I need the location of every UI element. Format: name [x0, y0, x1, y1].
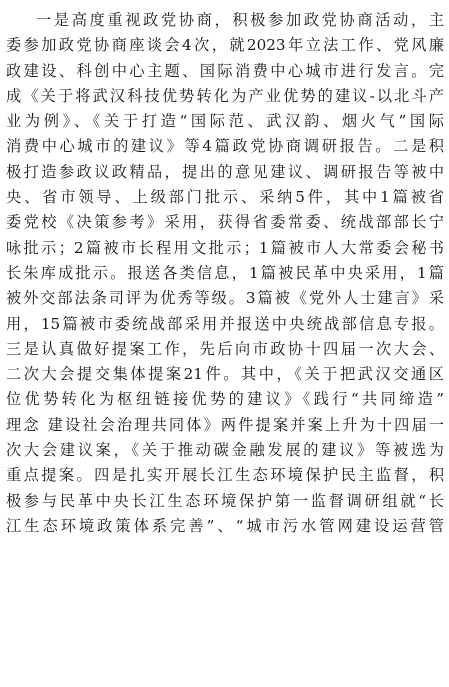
text-line: 重点提案。四是扎实开展长江生态环境保护民主监督，积	[6, 466, 444, 485]
text-line: 政建设、科创中心主题、国际消费中心城市进行发言。完	[6, 61, 444, 80]
text-line: 委党校《决策参考》采用，获得省委常委、统战部部长宁	[6, 213, 444, 232]
text-line: 央、省市领导、上级部门批示、采纳5件，其中1篇被省	[6, 188, 444, 207]
text-line: 业为例》、《关于打造“国际范、武汉韵、烟火气”国际	[6, 112, 444, 131]
text-line: 位优势转化为枢纽链接优势的建议》《践行“共同缔造”	[6, 390, 444, 409]
text-line: 极参与民革中央长江生态环境保护第一监督调研组就“长	[6, 491, 444, 510]
text-line: 长朱库成批示。报送各类信息，1篇被民革中央采用，1篇	[6, 263, 444, 282]
text-line: 委参加政党协商座谈会4次，就2023年立法工作、党风廉	[6, 36, 444, 55]
text-line: 江生态环境政策体系完善”、“城市污水管网建设运营管	[6, 516, 444, 535]
body-paragraph	[6, 8, 444, 539]
text-line: 理念 建设社会治理共同体》两件提案并案上升为十四届一	[6, 415, 444, 434]
text-line: 被外交部法条司评为优秀等级。3篇被《党外人士建言》采	[6, 289, 444, 308]
text-line: 二次大会提交集体提案21件。其中，《关于把武汉交通区	[6, 365, 444, 384]
text-line: 成《关于将武汉科技优势转化为产业优势的建议-以北斗产	[6, 86, 444, 105]
text-line: 一是高度重视政党协商，积极参加政党协商活动，主	[36, 11, 444, 29]
text-line: 三是认真做好提案工作，先后向市政协十四届一次大会、	[6, 339, 444, 358]
text-line: 极打造参政议政精品，提出的意见建议、调研报告等被中	[6, 162, 444, 181]
text-line: 消费中心城市的建议》等4篇政党协商调研报告。二是积	[6, 137, 444, 156]
text-line: 次大会建议案，《关于推动碳金融发展的建议》等被选为	[6, 441, 444, 460]
text-line: 咏批示；2篇被市长程用文批示；1篇被市人大常委会秘书	[6, 238, 444, 257]
text-line: 用，15篇被市委统战部采用并报送中央统战部信息专报。	[6, 314, 444, 333]
